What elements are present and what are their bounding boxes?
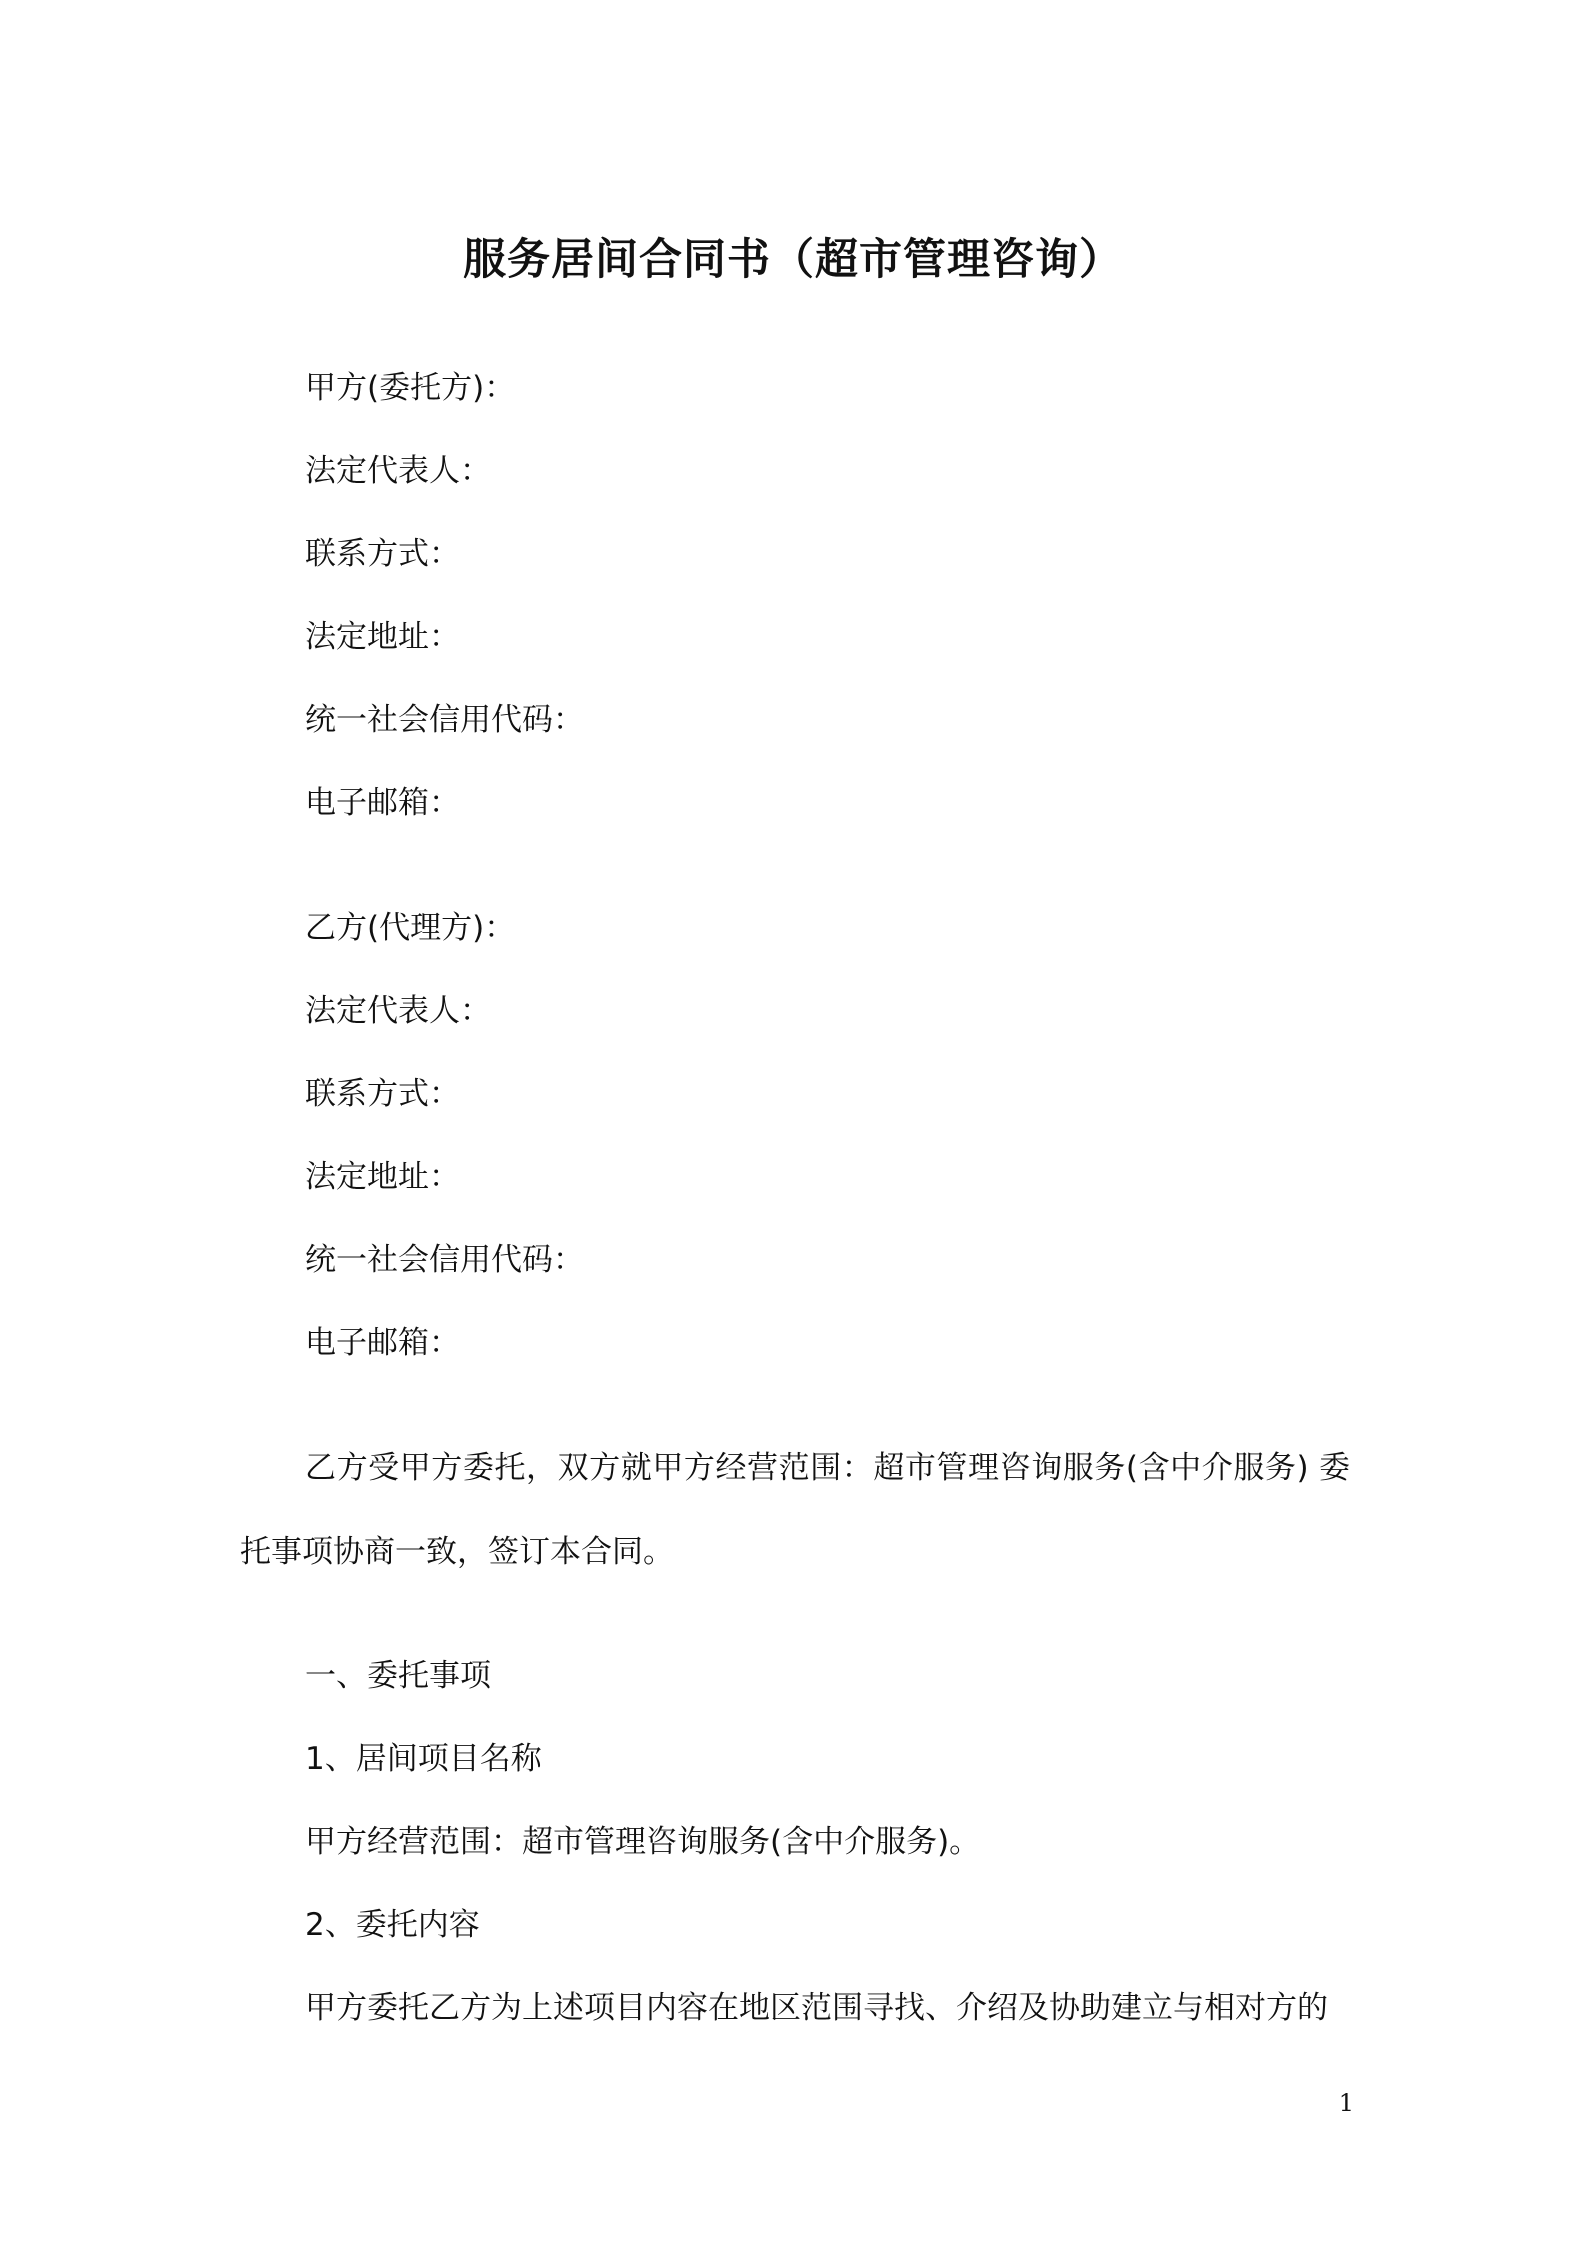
party-b-address: 法定地址：: [305, 1159, 460, 1195]
party-a-heading: 甲方(委托方)：: [305, 370, 516, 406]
party-b-legal-rep: 法定代表人：: [305, 993, 491, 1029]
party-b-heading: 乙方(代理方)：: [305, 910, 516, 946]
party-a-credit-code: 统一社会信用代码：: [305, 702, 584, 738]
party-b-contact: 联系方式：: [305, 1076, 460, 1112]
item-1-heading: 1、居间项目名称: [305, 1741, 542, 1777]
party-a-legal-rep: 法定代表人：: [305, 453, 491, 489]
party-a-contact: 联系方式：: [305, 536, 460, 572]
page-number: 1: [1338, 2089, 1354, 2117]
intro-paragraph: 乙方受甲方委托，双方就甲方经营范围：超市管理咨询服务(含中介服务) 委托事项协商一致，签订本合同。: [240, 1450, 1350, 1570]
item-2-heading: 2、委托内容: [305, 1907, 480, 1943]
section-1-heading: 一、委托事项: [305, 1658, 491, 1694]
contract-title: 服务居间合同书（超市管理咨询）: [463, 235, 1123, 285]
item-1-text: 甲方经营范围：超市管理咨询服务(含中介服务)。: [305, 1824, 981, 1860]
party-b-credit-code: 统一社会信用代码：: [305, 1242, 584, 1278]
party-a-address: 法定地址：: [305, 619, 460, 655]
party-a-email: 电子邮箱：: [305, 785, 460, 821]
party-b-email: 电子邮箱：: [305, 1325, 460, 1361]
item-2-text: 甲方委托乙方为上述项目内容在地区范围寻找、介绍及协助建立与相对方的: [305, 1990, 1328, 2026]
